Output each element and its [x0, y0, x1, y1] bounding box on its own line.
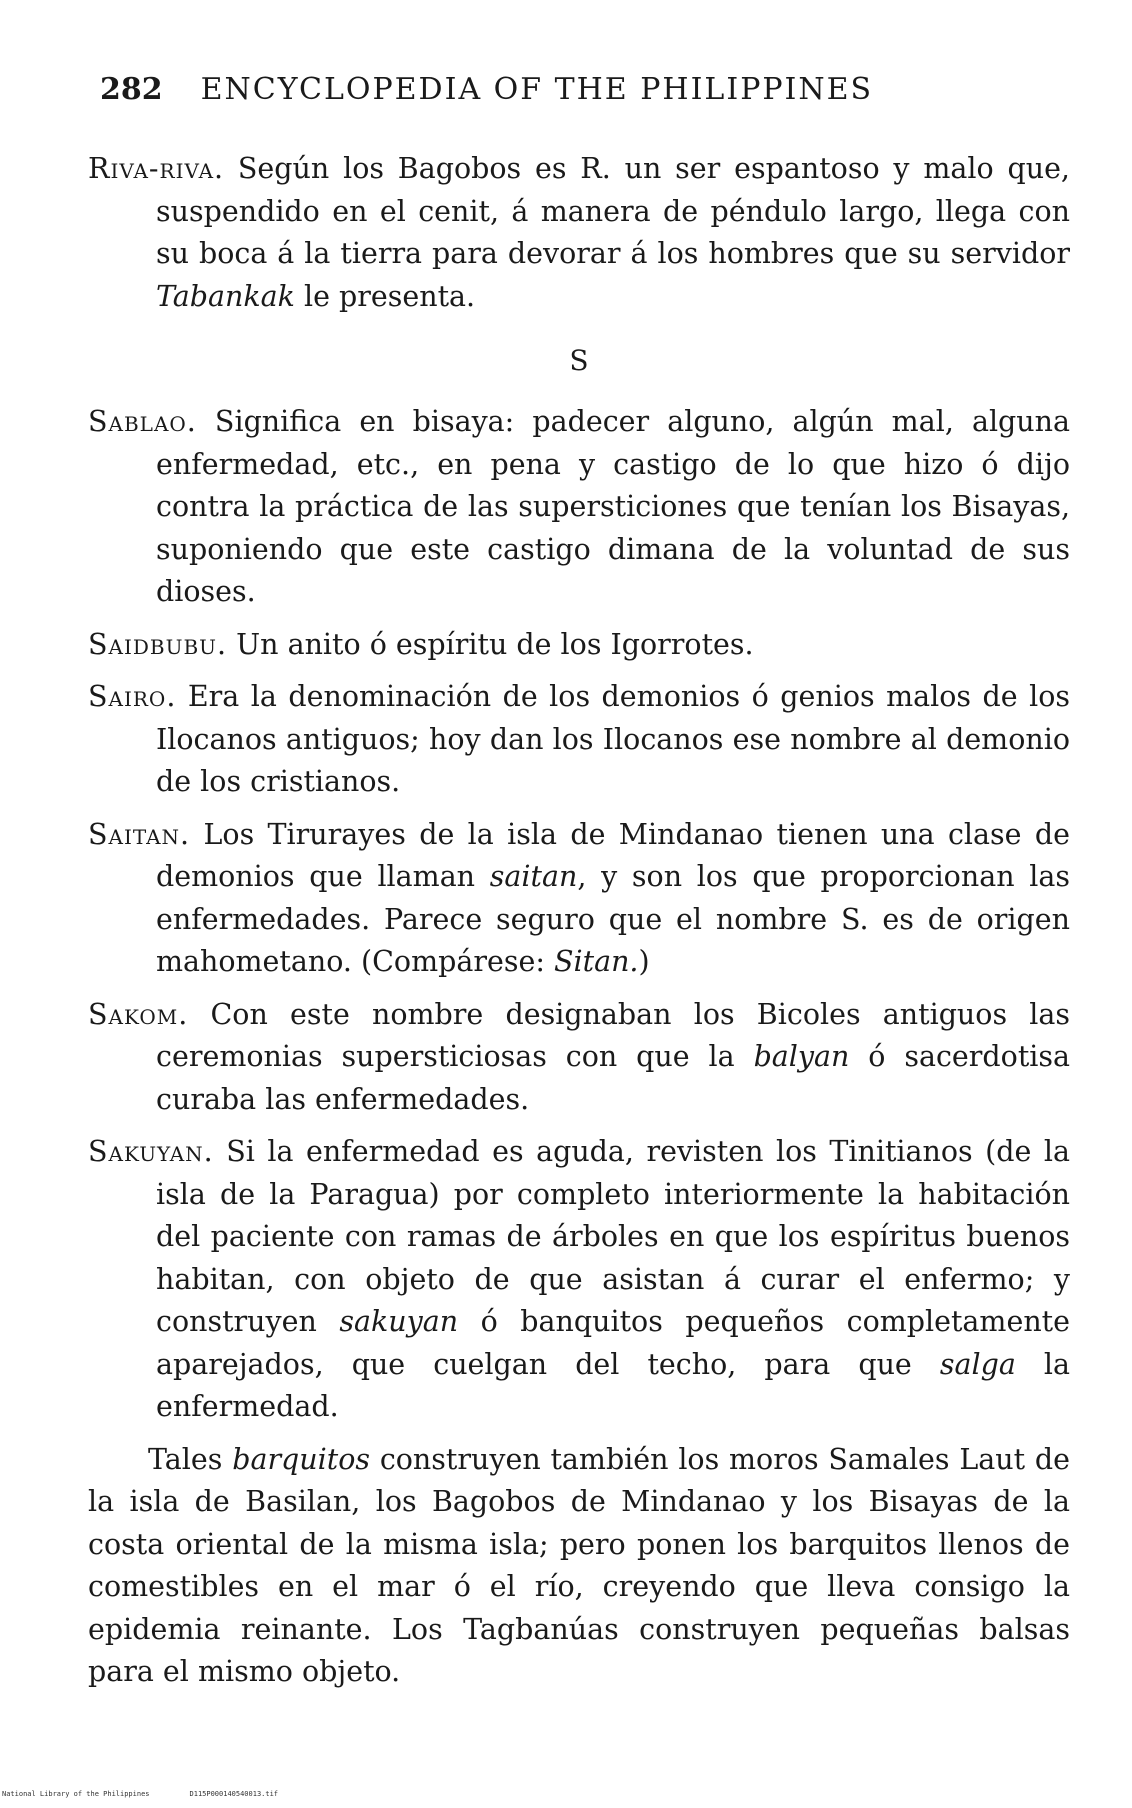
entry-text: Significa en bisaya: padecer alguno, algún mal, alguna enfermedad, etc., en pena y castigo de lo que hizo ó dijo contra la práctica de las supersticiones que tenían los Bisayas, suponiendo que este castigo dimana de la voluntad de sus dioses.	[156, 405, 1070, 608]
entry-term: Sairo.	[88, 680, 177, 713]
entry-sablao	[88, 401, 1070, 614]
entry-riva-riva	[88, 148, 1070, 318]
entry-italic: sakuyan	[339, 1305, 459, 1338]
paragraph-text: Tales	[148, 1442, 233, 1476]
page-number: 282	[100, 72, 163, 107]
entry-term: Saitan.	[88, 817, 191, 851]
entry-text: Los Tirurayes de la isla de Mindanao tienen una clase de demonios que llaman	[156, 817, 1070, 893]
file-id: D115P000140540013.tif	[189, 1790, 279, 1798]
entry-term: Sablao.	[88, 405, 197, 438]
entry-term: Sakuyan.	[88, 1135, 214, 1168]
entry-sakom	[88, 994, 1070, 1122]
entry-saitan	[88, 814, 1070, 984]
page-header	[100, 72, 1080, 107]
entry-text: Era la denominación de los demonios ó genios malos de los Ilocanos antiguos; hoy dan los Ilocanos ese nombre al demonio de los cristianos.	[156, 680, 1070, 798]
entry-text: ó sacerdotisa curaba las enfermedades.	[156, 1040, 1071, 1116]
entry-text: Si la enfermedad es aguda, revisten los Tinitianos (de la isla de la Paragua) por completo interiormente la habitación del paciente con ramas de árboles en que los espíritus buenos habitan, con objeto de que asistan á curar el enfermo; y construyen	[156, 1135, 1070, 1338]
entry-text: Según los Bagobos es R. un ser espantoso y malo que, suspendido en el cenit, á manera de péndulo largo, llega con su boca á la tierra para devorar á los hombres que su servidor	[156, 152, 1070, 270]
entry-text: ó banquitos pequeños completamente aparejados, que cuelgan del techo, para que	[156, 1305, 1070, 1381]
section-letter: S	[569, 344, 589, 377]
entry-text: )	[638, 945, 650, 978]
entry-italic: balyan	[753, 1040, 850, 1073]
entry-italic: Sitan.	[553, 945, 639, 978]
entry-italic: salga	[939, 1347, 1016, 1381]
entry-text: le presenta.	[294, 279, 476, 313]
paragraph-italic: barquitos	[232, 1442, 371, 1476]
entry-term: Riva-riva.	[88, 152, 225, 185]
paragraph-text: construyen también los moros Samales Laut de la isla de Basilan, los Bagobos de Mindanao y los Bisayas de la costa oriental de la misma isla; pero ponen los barquitos llenos de comestibles en el mar ó el río, creyendo que lleva consigo la epidemia reinante. Los Tagbanúas construyen pequeñas balsas para el mismo objeto.	[88, 1442, 1070, 1688]
running-title: ENCYCLOPEDIA OF THE PHILIPPINES	[200, 72, 874, 107]
entry-term: Sakom.	[88, 997, 189, 1031]
entry-italic: saitan	[489, 860, 578, 893]
library-credit: National Library of the Philippines	[2, 1790, 150, 1798]
entry-text: Con este nombre designaban los Bicoles antiguos las ceremonias supersticiosas con que la	[156, 997, 1070, 1073]
entry-text: Un anito ó espíritu de los Igorrotes.	[227, 627, 754, 661]
scan-footer	[2, 1790, 278, 1798]
entry-saidbubu	[88, 624, 1070, 667]
entry-italic: Tabankak	[156, 279, 295, 313]
closing-paragraph	[88, 1439, 1070, 1694]
entry-text: , y son los que proporcionan las enfermedades. Parece seguro que el nombre S. es de origen mahometano. (Compárese:	[156, 860, 1070, 978]
entry-text: la enfermedad.	[156, 1347, 1071, 1423]
entry-sakuyan	[88, 1131, 1070, 1429]
entry-term: Saidbubu.	[88, 627, 228, 661]
entry-sairo	[88, 676, 1070, 804]
entries-list	[88, 148, 1070, 1694]
